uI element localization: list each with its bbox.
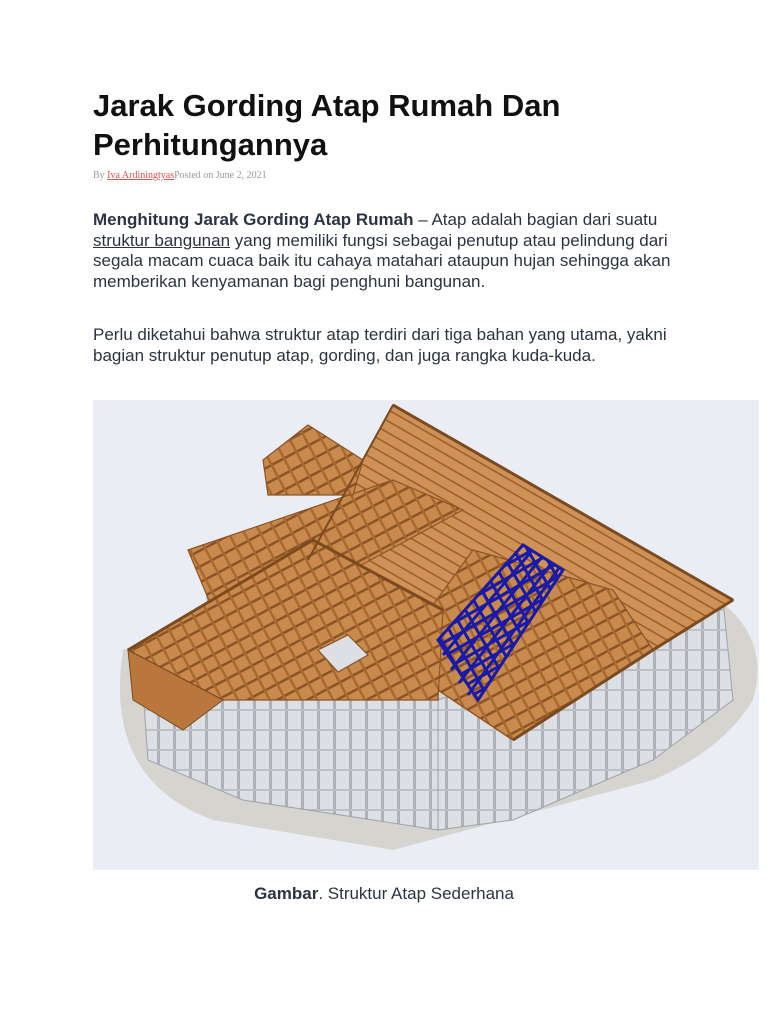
caption-label: Gambar bbox=[254, 884, 319, 903]
intro-text-1: – Atap adalah bagian dari suatu bbox=[413, 210, 658, 229]
roof-structure-image bbox=[93, 400, 759, 870]
struktur-bangunan-link[interactable]: struktur bangunan bbox=[93, 230, 231, 250]
body-paragraph: Perlu diketahui bahwa struktur atap terdiri dari tiga bahan yang utama, yakni bagian struktur penutup atap, gording, dan juga rangka kuda-kuda. bbox=[93, 325, 667, 365]
roof-structure-illustration bbox=[93, 400, 759, 870]
byline-prefix: By bbox=[93, 170, 108, 181]
figure-caption bbox=[93, 884, 675, 904]
article-title: Jarak Gording Atap Rumah Dan Perhitungannya bbox=[93, 88, 561, 162]
post-date: Posted on June 2, 2021 bbox=[174, 170, 267, 181]
caption-text: . Struktur Atap Sederhana bbox=[318, 884, 514, 903]
author-link[interactable]: Iva Ardiningtyas bbox=[107, 170, 175, 181]
intro-lead: Menghitung Jarak Gording Atap Rumah bbox=[93, 210, 414, 229]
dormer-roof bbox=[263, 425, 363, 495]
intro-paragraph bbox=[93, 210, 693, 292]
post-meta bbox=[93, 170, 267, 181]
intro-text-2: yang memiliki fungsi sebagai penutup atau pelindung dari segala macam cuaca baik itu cahaya matahari ataupun hujan sehingga akan memberikan kenyamanan bagi penghuni bangunan. bbox=[93, 230, 671, 291]
